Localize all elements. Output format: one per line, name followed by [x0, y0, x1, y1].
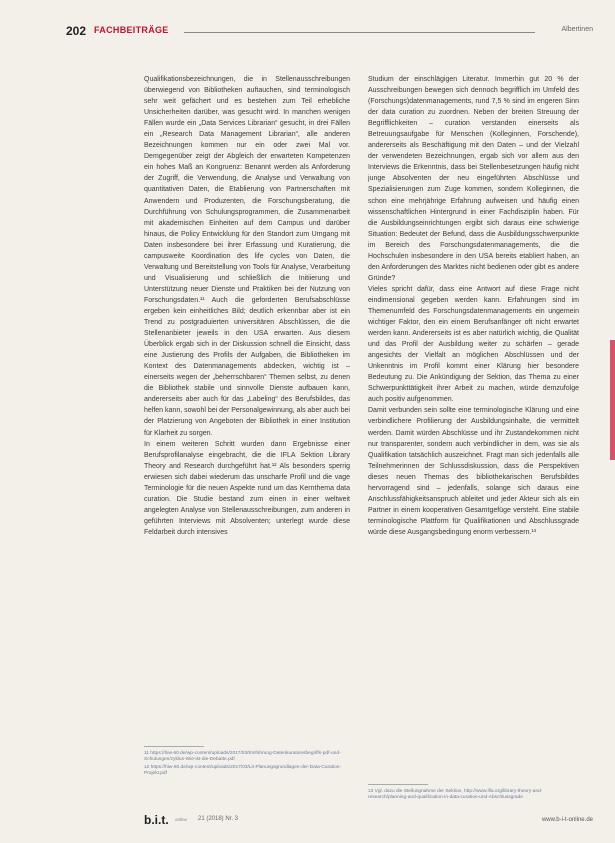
page-number: 202	[66, 24, 87, 38]
page-edge-marker	[610, 340, 615, 460]
paragraph: In einem weiteren Schritt wurden dann Ergebnisse einer Berufsprofilanalyse eingebracht, die die IFLA Sektion Library Theory and Research durchgeführt hat.¹² Als besonders sperrig erwiesen sich dabei wiederum das unscharfe Profil und die vage Terminologie für die neuen Aspekte rund um das Kernthema data curation. Die Studie bestand zum einen in einer weltweit angelegten Analyse von Stellenausschreibungen, zum anderen in geführten Interviews mit Absolventen; unterlegt wurde diese Feldarbeit durch intensives	[144, 440, 350, 536]
footnote-12: 12 https://hiw-60.de/wp-content/uploads/2017/03/Lit-Planungsgrundlagen-der-Data-Curation-Projekt.pdf	[144, 765, 342, 776]
journal-logo: b.i.t.	[144, 813, 169, 827]
footnotes-left	[144, 746, 354, 779]
footnotes-right	[368, 784, 579, 803]
paragraph: Damit verbunden sein sollte eine terminologische Klärung und eine verbindlichere Profilierung der Ausbildungsinhalte, die vermittelt werden. Damit würden Abschlüsse und ihr Zustandekommen nicht nur transparenter, sondern auch verbindlicher in dem, was sie als Qualifikation tatsächlich auszeichnet. Fragt man sich jedenfalls alle Teilnehmerinnen der Schlussdiskussion, dass die Perspektiven dieses neuen Themas des bibliothekarischen Berufsbildes hervorragend sind – jedenfalls, solange sich daraus eine Anschlussfähigkeitsanspruch ableitet und jeder Akteur sich als ein Partner in einem kooperativen Gesamtgefüge versteht. Eine stabile terminologische Plattform für Qualifikationen und Abschlussgrade würde diese Ausgangsbedingung enorm verbessern.¹³	[368, 407, 579, 536]
header-rule	[184, 32, 535, 33]
running-title: Albertinen	[561, 26, 593, 33]
journal-url: www.b-i-t-online.de	[541, 817, 593, 823]
footnote-11: 11 https://hiw-60.de/wp-content/uploads/2017/03/Einführung-Datenkurationsbegriffs-pdf-und-Schulungen/zyklus-Wie-ist-die-Debatte.pdf	[144, 751, 341, 762]
journal-logo-subtitle: online	[175, 817, 188, 822]
page-footer	[144, 813, 593, 827]
paragraph: Studium der einschlägigen Literatur. Immerhin gut 20 % der Ausschreibungen bewegen sich dennoch begrifflich im Umfeld des (Forschungs)datenmanagements, rund 7,5 % sind im engeren Sinn der data curation zu zuordnen. Neben der breiten Streuung der Begrifflichkeiten – curation verstanden einerseits als Betreuungsaufgabe für Menschen (Kolleginnen, Forschende), andererseits als Beschäftigung mit den Daten – und der Vielzahl der verwendeten Bezeichnungen, ergab sich vor allem aus den Interviews die Erkenntnis, dass bei Stellenbesetzungen häufig nicht junge Absolventen der neu eingeführten Abschlüsse und Spezialisierungen zum Zuge kommen, sondern Kolleginnen, die schon eine mehrjährige Erfahrung aufweisen und häufig einen wissenschaftlichen Hintergrund in einer Fachdisziplin haben. Für die Ausbildungseinrichtungen ergibt sich daraus eine schwierige Situation: Bedeutet der Befund, dass die Ausbildungsschwerpunkte im Bereich des Forschungsdatenmanagements, die die Hochschulen insbesondere in den USA bereits etabliert haben, an den Anforderungen des Marktes nicht bedienen oder gibt es andere Gründe?	[368, 76, 579, 282]
right-column	[368, 74, 579, 538]
paragraph: Qualifikationsbezeichnungen, die in Stellenausschreibungen überwiegend von Bibliotheken auftauchen, sind terminologisch sehr weit gefächert und es bestehen zum Teil erhebliche Unsicherheiten darüber, was gesucht wird. In manchen wenigen Fällen wurde ein „Data Services Librarian“ gesucht, in drei Fällen ein „Research Data Management Librarian“, alle anderen Bezeichnungen kommen nur ein oder zwei Mal vor. Demgegenüber zeigt der Abgleich der erwarteten Kompetenzen ein hohes Maß an Kongruenz: Benannt werden als Anforderung der Zugriff, die Verwendung, die Analyse und Verwaltung von quantitativen Daten, die Etablierung von Partnerschaften mit Anwendern und Produzenten, die Forschungsberatung, die Durchführung von Schulungsprogrammen, die Zusammenarbeit mit akademischen Einheiten auf dem Campus und darüber hinaus, die Policy Entwicklung für den Standort zum Umgang mit Daten insbesondere bei ihrer Erfassung und Kuratierung, die campusweite Koordination des life cycles von Daten, die Verwaltung und Bereitstellung von Tools für Analyse, Verarbeitung und Visualisierung und schließlich die Initiierung und Unterstützung neuer Dienste und Praktiken bei der Nutzung von Forschungsdaten.¹¹ Auch die geforderten Berufsabschlüsse ergeben kein einheitliches Bild; deutlich erkennbar aber ist ein Trend zu postgraduierten universitären Abschlüssen, die die Stellenanbieter jeweils in den USA erwarten. Aus diesem Überblick ergab sich in der Diskussion schnell die Einsicht, dass eine Justierung des Profils der Aufgaben, die Bibliotheken im Kontext des Datenmanagements abdecken, wichtig ist – einerseits wegen der „beherrschbaren“ Themen selbst, zu denen die Bibliothek stabile und sinnvolle Dienste aufbauen kann, andererseits aber auch für das „Labeling“ des Berufsbildes, das helfen kann, sowohl bei der Personalgewinnung, als aber auch bei der Platzierung von Angeboten der Bibliothek in einer Institution für Klarheit zu sorgen.	[144, 76, 350, 437]
footnote-13: 13 Vgl. dazu die Stellungnahme der Sektion, http://www.ifla.org/library-theory-and-research/planning-and-qualification-in-data-curation-und-Abschlussgrade	[368, 789, 543, 800]
section-label: FACHBEITRÄGE	[94, 25, 169, 35]
page-header	[66, 24, 593, 38]
footnote-rule	[368, 784, 428, 785]
left-column	[144, 74, 350, 538]
paragraph: Vieles spricht dafür, dass eine Antwort auf diese Frage nicht eindimensional gegeben werden kann. Erfahrungen sind im Themenumfeld des Forschungsdatenmanagements ein ungemein wichtiger Faktor, den ein einem Berufsanfänger oft nicht erwartet werden kann. Andererseits ist es aber natürlich wichtig, die Qualität und das Profil der Ausbildung weiter zu schärfen – gerade angesichts der Vielfalt an möglichen Abschlüssen und der Unkenntnis im Profil kommt einer Klärung hier besondere Bedeutung zu. Die Ankündigung der Sektion, das Thema zu einer Schwerpunkttätigkeit ihrer Arbeit zu machen, würde demzufolge auch positiv aufgenommen.	[368, 285, 579, 404]
issue-info: 21 (2018) Nr. 3	[198, 816, 239, 822]
footnote-rule	[144, 746, 204, 747]
